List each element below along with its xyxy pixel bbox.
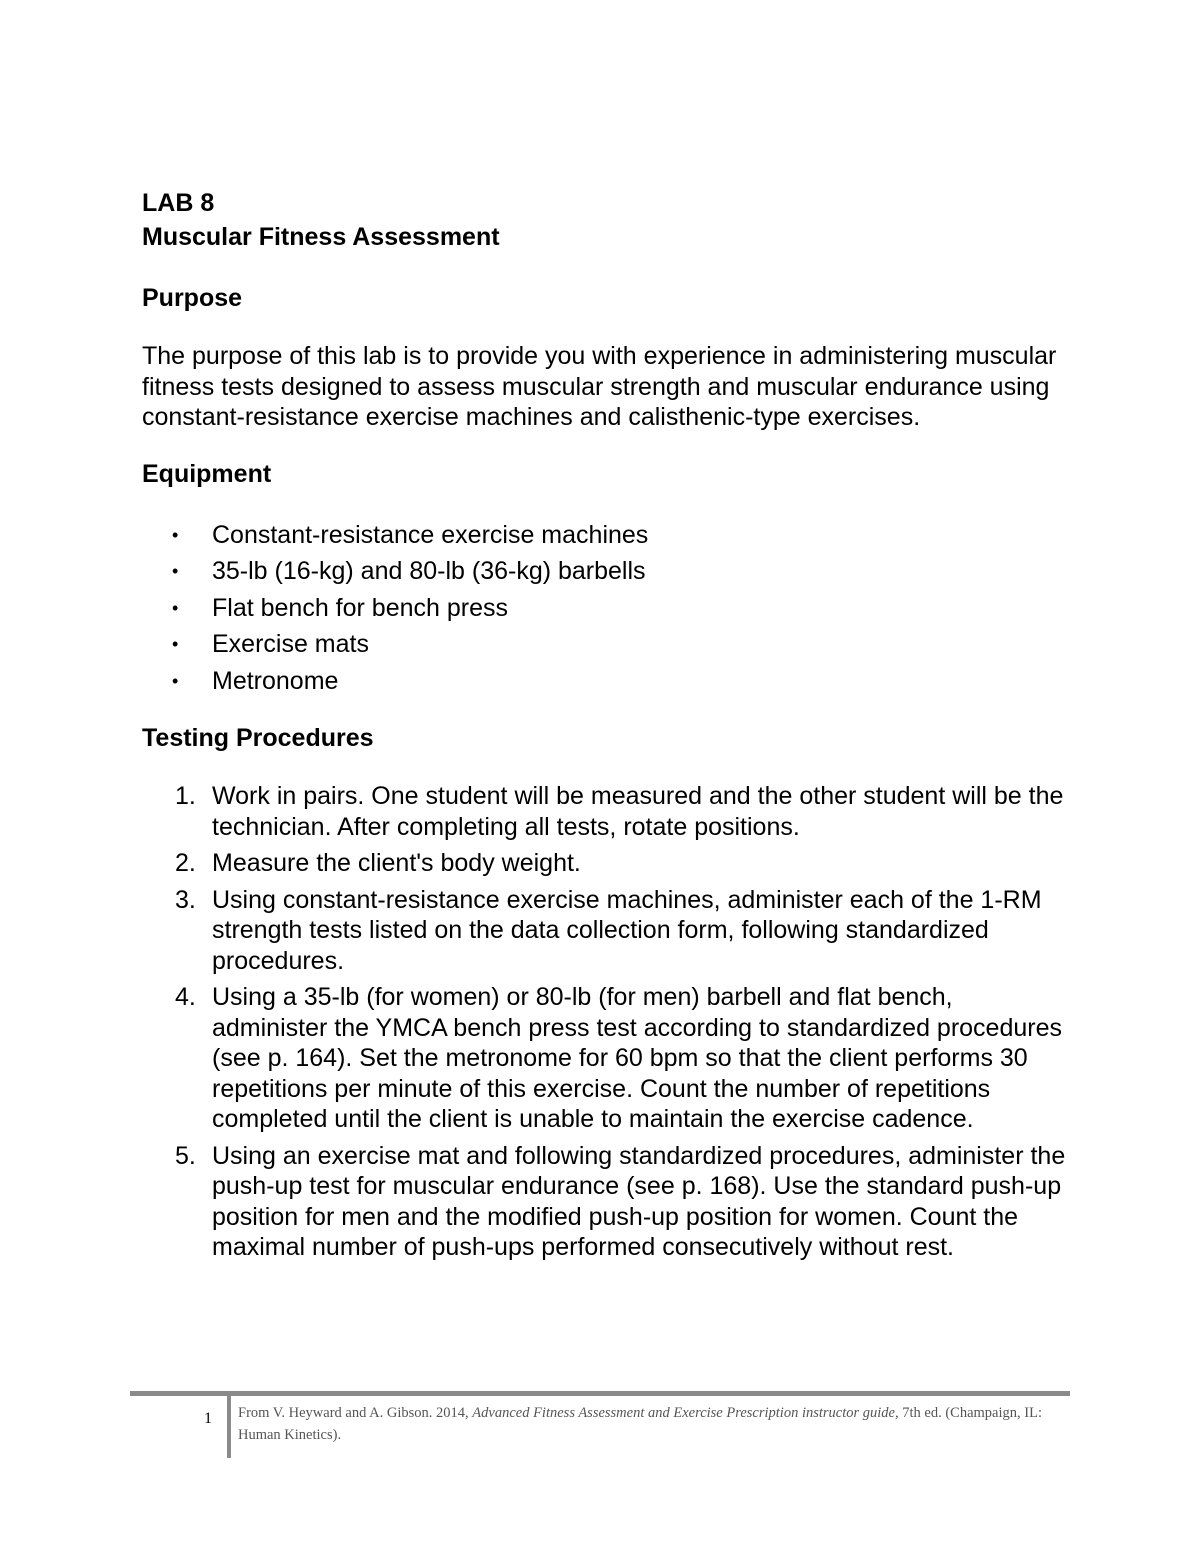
- procedure-step: Using constant-resistance exercise machines, administer each of the 1-RM strength tests listed on the data collection form, following standardized procedures.: [212, 885, 1042, 975]
- bullet-icon: •: [172, 634, 179, 654]
- purpose-heading: Purpose: [142, 284, 243, 312]
- procedure-step: Work in pairs. One student will be measured and the other student will be the technician. After completing all tests, rotate positions.: [212, 782, 1064, 841]
- list-item: [142, 663, 1072, 700]
- equipment-item: Exercise mats: [212, 630, 369, 658]
- equipment-item: Constant-resistance exercise machines: [212, 520, 649, 549]
- bullet-icon: •: [172, 561, 179, 581]
- equipment-list: [142, 517, 1072, 700]
- bullet-icon: •: [172, 524, 179, 545]
- page-footer: [130, 1391, 1070, 1458]
- procedure-step: Measure the client's body weight.: [212, 849, 581, 877]
- list-item: [142, 590, 1072, 627]
- list-item: [142, 781, 1072, 842]
- equipment-item: 35-lb (16-kg) and 80-lb (36-kg) barbells: [212, 557, 646, 585]
- step-number: 1.: [175, 782, 196, 810]
- list-item: [142, 626, 1072, 663]
- bullet-icon: •: [172, 597, 179, 618]
- procedures-list: [142, 781, 1072, 1263]
- bullet-icon: •: [172, 670, 179, 691]
- citation-title: Advanced Fitness Assessment and Exercise Prescription instructor guide,: [472, 1405, 899, 1421]
- list-item: [142, 982, 1072, 1135]
- list-item: [142, 553, 1072, 590]
- step-number: 5.: [175, 1141, 196, 1170]
- page-title: Muscular Fitness Assessment: [142, 223, 500, 251]
- step-number: 4.: [175, 983, 196, 1011]
- citation-prefix: From V. Heyward and A. Gibson. 2014,: [238, 1405, 473, 1421]
- list-item: [142, 885, 1072, 977]
- citation-note: [238, 1402, 1058, 1446]
- procedures-heading: Testing Procedures: [142, 724, 374, 752]
- procedure-step: Using a 35-lb (for women) or 80-lb (for men) barbell and flat bench, administer the YMCA bench press test according to standardized procedures (see p. 164). Set the metronome for 60 bpm so that the client performs 30 repetitions per minute of this exercise. Count the number of repetitions completed until the client is unable to maintain the exercise cadence.: [212, 983, 1062, 1133]
- footer-divider: [227, 1396, 231, 1458]
- equipment-item: Flat bench for bench press: [212, 593, 508, 622]
- list-item: [142, 517, 1072, 554]
- procedure-step: Using an exercise mat and following standardized procedures, administer the push-up test for muscular endurance (see p. 168). Use the standard push-up position for men and the modified push-up position for women. Count the maximal number of push-ups performed consecutively without rest.: [212, 1141, 1066, 1261]
- step-number: 2.: [175, 849, 196, 877]
- purpose-text: The purpose of this lab is to provide you with experience in administering muscular fitness tests designed to assess muscular strength and muscular endurance using constant-resistance exercise machines and calisthenic-type exercises.: [142, 342, 1057, 431]
- footer-body: [130, 1396, 1070, 1458]
- list-item: [142, 1141, 1072, 1263]
- step-number: 3.: [175, 885, 196, 914]
- equipment-item: Metronome: [212, 666, 339, 695]
- equipment-heading: Equipment: [142, 459, 272, 488]
- page-content: [142, 186, 1072, 1269]
- citation-suffix: 7th ed. (Champaign, IL: Human Kinetics).: [238, 1405, 1042, 1443]
- list-item: [142, 848, 1072, 879]
- lab-label: LAB 8: [142, 189, 215, 217]
- page-number: 1: [204, 1410, 212, 1427]
